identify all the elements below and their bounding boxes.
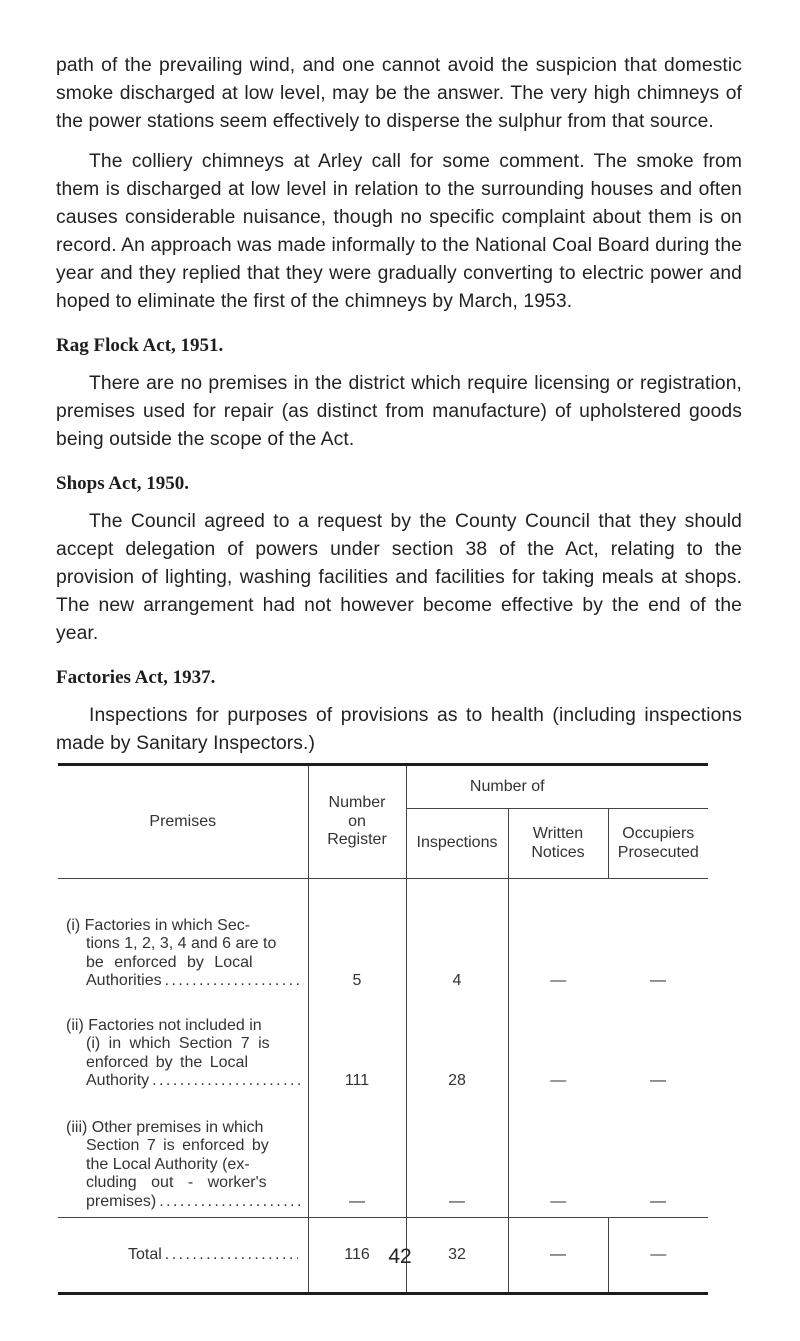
header-prosecuted [608,809,708,879]
row-premises-line: premises) [86,1192,157,1210]
row-premises-line: (i) Factories in which Sec- [66,916,251,934]
cell-register: — [308,1091,406,1218]
inspections-table-wrapper [58,763,708,1295]
paragraph-rag-flock: There are no premises in the district which require licensing or registration, premises used for repair (as distinct from manufacture) of upholstered goods being outside the scope of the Act. [56,373,742,450]
inspections-table [58,763,708,1295]
table-row [58,1091,708,1218]
paragraph-continuation: path of the prevailing wind, and one cannot avoid the suspicion that domestic smoke discharged at low level, may be the answer. The very high chimneys of the power stations seem effectively to disperse the sulphur from that source. [56,55,742,132]
row-premises-line: the Local Authority (ex- [86,1155,250,1173]
row-premises-line: (iii) Other premises in which [66,1118,264,1136]
paragraph-factories: Inspections for purposes of provisions as to health (including inspections made by Sanitary Inspectors.) [56,705,742,754]
header-register-line3: Register [327,831,387,849]
row-premises-line: Section 7 is enforced by [86,1137,269,1154]
cell-prosecuted: — [650,1072,667,1089]
header-inspections-label: Inspections [416,834,498,852]
page-body [56,52,742,758]
cell-inspections: 28 [406,991,508,1091]
page-number: 42 [388,1245,412,1268]
heading-factories-act: Factories Act, 1937. [56,667,216,688]
cell-register: 111 [308,991,406,1091]
header-prosecuted-line2: Prosecuted [617,843,699,861]
cell-prosecuted: — [650,972,667,989]
row-premises-line: be enforced by Local [86,953,253,971]
cell-inspections: — [406,1091,508,1218]
cell-notices: — [508,991,608,1091]
header-number-of [406,765,608,809]
header-prosecuted-line1: Occupiers [622,825,695,842]
header-register-line2: on [348,812,366,830]
header-notices [508,809,608,879]
total-register: 116 [308,1218,406,1294]
row-premises [58,879,308,991]
row-premises-line: tions 1, 2, 3, 4 and 6 are to [86,935,277,952]
row-premises-line: Authorities [86,972,162,989]
paragraph-shops: The Council agreed to a request by the County Council that they should accept delegation of powers under section 38 of the Act, relating to the provision of lighting, washing facilities and facilities for taking meals at shops. The new arrangement had not however become effective by the end of the year. [56,511,742,644]
total-label: Total [128,1245,162,1263]
cell-register: 5 [308,879,406,991]
table-row [58,991,708,1091]
header-notices-line1: Written [532,825,584,842]
table-row [58,879,708,991]
header-register [308,765,406,879]
cell-prosecuted: — [650,1192,667,1210]
row-premises-line: (i) in which Section 7 is [86,1035,270,1052]
row-premises [58,991,308,1091]
header-premises-label: Premises [149,812,217,830]
heading-shops-act: Shops Act, 1950. [56,473,190,494]
cell-inspections: 4 [406,879,508,991]
header-blank [608,765,708,809]
cell-notices: — [508,879,608,991]
total-prosecuted: — [608,1218,708,1294]
header-inspections [406,809,508,879]
header-register-line1: Number [328,794,386,812]
row-premises [58,1091,308,1218]
row-premises-line: enforced by the Local [86,1053,248,1071]
header-notices-line2: Notices [531,843,585,861]
cell-notices: — [508,1091,608,1218]
row-premises-line: (ii) Factories not included in [66,1016,262,1034]
row-premises-line: Authority [86,1072,150,1089]
header-number-of-label: Number of [469,777,545,795]
header-premises [58,765,308,879]
paragraph-colliery: The colliery chimneys at Arley call for some comment. The smoke from them is discharged at low level in relation to the surrounding houses and often causes considerable nuisance, though no specific complaint about them is on record. An approach was made informally to the National Coal Board during the year and they replied that they were gradually converting to electric power and hoped to eliminate the first of the chimneys by March, 1953. [56,151,742,312]
row-premises-line: cluding out - worker's [86,1174,267,1191]
heading-rag-flock-act: Rag Flock Act, 1951. [56,335,224,356]
total-notices: — [508,1218,608,1294]
total-inspections: 32 [406,1218,508,1294]
